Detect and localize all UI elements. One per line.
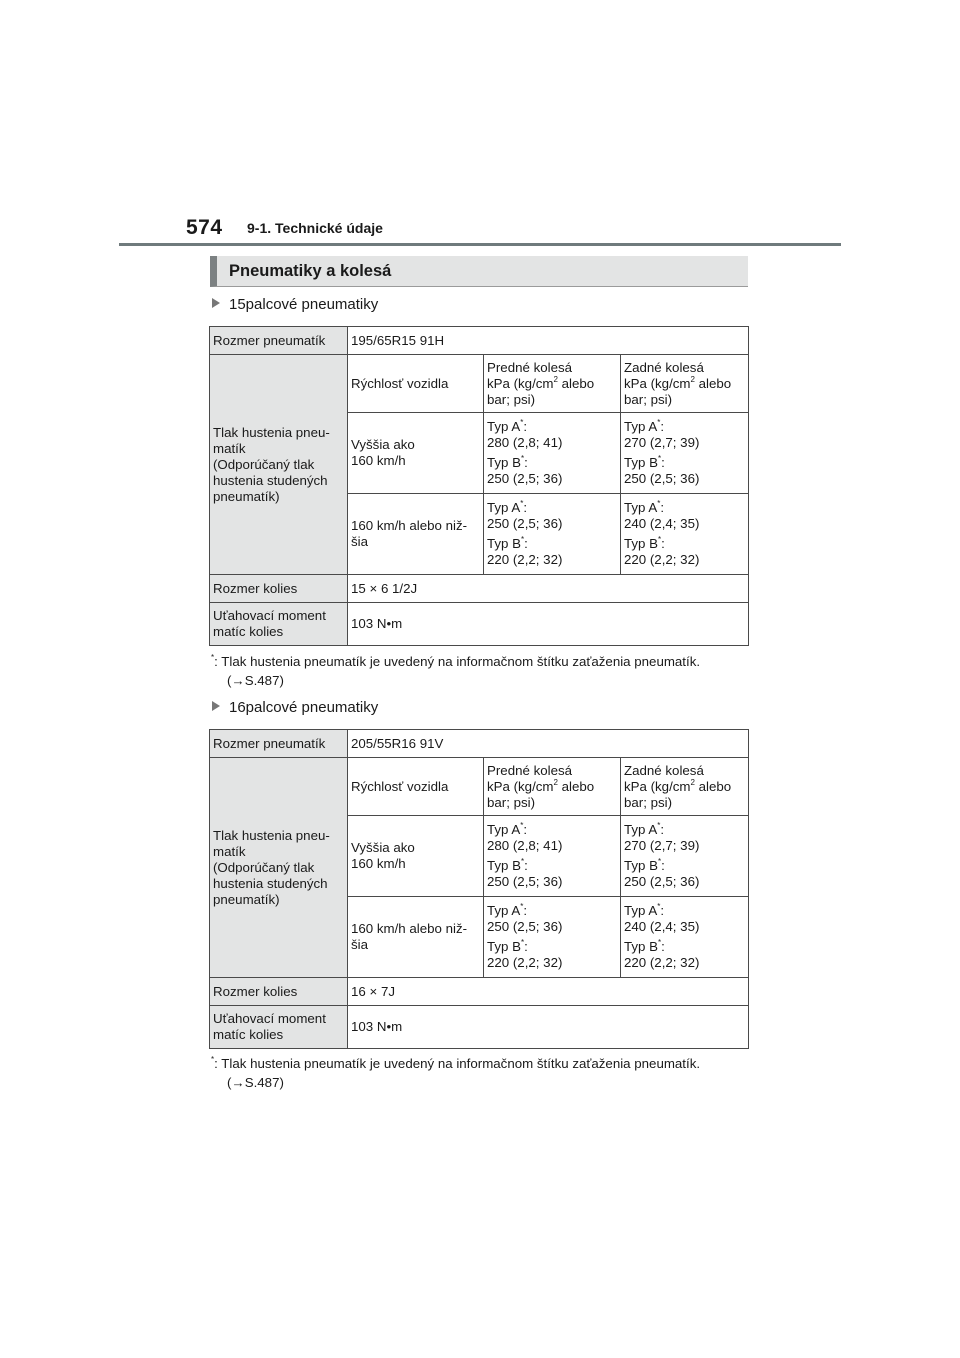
front-pressure-cell: Typ A*: 280 (2,8; 41) Typ B*: 250 (2,5; 36) bbox=[484, 413, 621, 494]
table-row bbox=[210, 1006, 749, 1049]
page-reference-link[interactable]: (→S.487) bbox=[227, 1075, 284, 1090]
table-row bbox=[210, 758, 749, 816]
rear-pressure-cell: Typ A*: 270 (2,7; 39) Typ B*: 250 (2,5; 36) bbox=[621, 816, 749, 897]
rear-pressure-cell: Typ A*: 240 (2,4; 35) Typ B*: 220 (2,2; 32) bbox=[621, 897, 749, 978]
table-row bbox=[210, 603, 749, 646]
front-wheels-header: Predné kolesá kPa ($kg/cm^2$ alebo bar; psi) bbox=[484, 758, 621, 816]
tire-size-value: 195/65R15 91H bbox=[348, 327, 749, 355]
wheel-size-label: Rozmer kolies bbox=[210, 575, 348, 603]
speed-cell: Vyššia ako 160 km/h bbox=[348, 816, 484, 897]
footnote-15: *: Tlak hustenia pneumatík je uvedený na informačnom štítku zaťaženia pneumatík. (→S.487) bbox=[211, 653, 701, 688]
wheel-size-value: 15 × 6 1/2J bbox=[348, 575, 749, 603]
subheading-16-inch: 16palcové pneumatiky bbox=[212, 699, 378, 717]
speed-cell: Vyššia ako 160 km/h bbox=[348, 413, 484, 494]
tire-spec-table-16 bbox=[209, 729, 749, 1049]
subheading-15-inch: 15palcové pneumatiky bbox=[212, 296, 378, 314]
torque-value: 103 N•m bbox=[348, 603, 749, 646]
pressure-label: Tlak hustenia pneu- matík (Odporúčaný tlak hustenia studených pneumatík) bbox=[210, 355, 348, 575]
table-row bbox=[210, 978, 749, 1006]
torque-label: Uťahovací moment matíc kolies bbox=[210, 1006, 348, 1049]
page-reference-link[interactable]: (→S.487) bbox=[227, 673, 284, 688]
front-pressure-cell: Typ A*: 280 (2,8; 41) Typ B*: 250 (2,5; 36) bbox=[484, 816, 621, 897]
speed-cell: 160 km/h alebo niž- šia bbox=[348, 897, 484, 978]
speed-header: Rýchlosť vozidla bbox=[348, 758, 484, 816]
page-number: 574 bbox=[186, 216, 223, 239]
rear-pressure-cell: Typ A*: 270 (2,7; 39) Typ B*: 250 (2,5; 36) bbox=[621, 413, 749, 494]
section-title: Pneumatiky a kolesá bbox=[229, 262, 392, 280]
wheel-size-value: 16 × 7J bbox=[348, 978, 749, 1006]
footnote-16: *: Tlak hustenia pneumatík je uvedený na informačnom štítku zaťaženia pneumatík. (→S.487) bbox=[211, 1055, 701, 1090]
rear-pressure-cell: Typ A*: 240 (2,4; 35) Typ B*: 220 (2,2; 32) bbox=[621, 494, 749, 575]
pressure-label: Tlak hustenia pneu- matík (Odporúčaný tlak hustenia studených pneumatík) bbox=[210, 758, 348, 978]
torque-value: 103 N•m bbox=[348, 1006, 749, 1049]
chapter-title: 9-1. Technické údaje bbox=[247, 220, 383, 236]
table-row bbox=[210, 355, 749, 413]
torque-label: Uťahovací moment matíc kolies bbox=[210, 603, 348, 646]
triangle-bullet-icon bbox=[212, 298, 220, 308]
tire-size-label: Rozmer pneumatík bbox=[210, 327, 348, 355]
triangle-bullet-icon bbox=[212, 701, 220, 711]
front-pressure-cell: Typ A*: 250 (2,5; 36) Typ B*: 220 (2,2; 32) bbox=[484, 897, 621, 978]
front-pressure-cell: Typ A*: 250 (2,5; 36) Typ B*: 220 (2,2; 32) bbox=[484, 494, 621, 575]
tire-size-value: 205/55R16 91V bbox=[348, 730, 749, 758]
tire-size-label: Rozmer pneumatík bbox=[210, 730, 348, 758]
header-rule bbox=[119, 243, 841, 246]
wheel-size-label: Rozmer kolies bbox=[210, 978, 348, 1006]
speed-header: Rýchlosť vozidla bbox=[348, 355, 484, 413]
table-row bbox=[210, 575, 749, 603]
speed-cell: 160 km/h alebo niž- šia bbox=[348, 494, 484, 575]
rear-wheels-header: Zadné kolesá kPa ($kg/cm^2$ alebo bar; psi) bbox=[621, 355, 749, 413]
tire-spec-table-15 bbox=[209, 326, 749, 646]
rear-wheels-header: Zadné kolesá kPa ($kg/cm^2$ alebo bar; psi) bbox=[621, 758, 749, 816]
table-row bbox=[210, 327, 749, 355]
section-heading-bar bbox=[210, 256, 748, 287]
table-row bbox=[210, 730, 749, 758]
front-wheels-header: Predné kolesá kPa ($kg/cm^2$ alebo bar; psi) bbox=[484, 355, 621, 413]
